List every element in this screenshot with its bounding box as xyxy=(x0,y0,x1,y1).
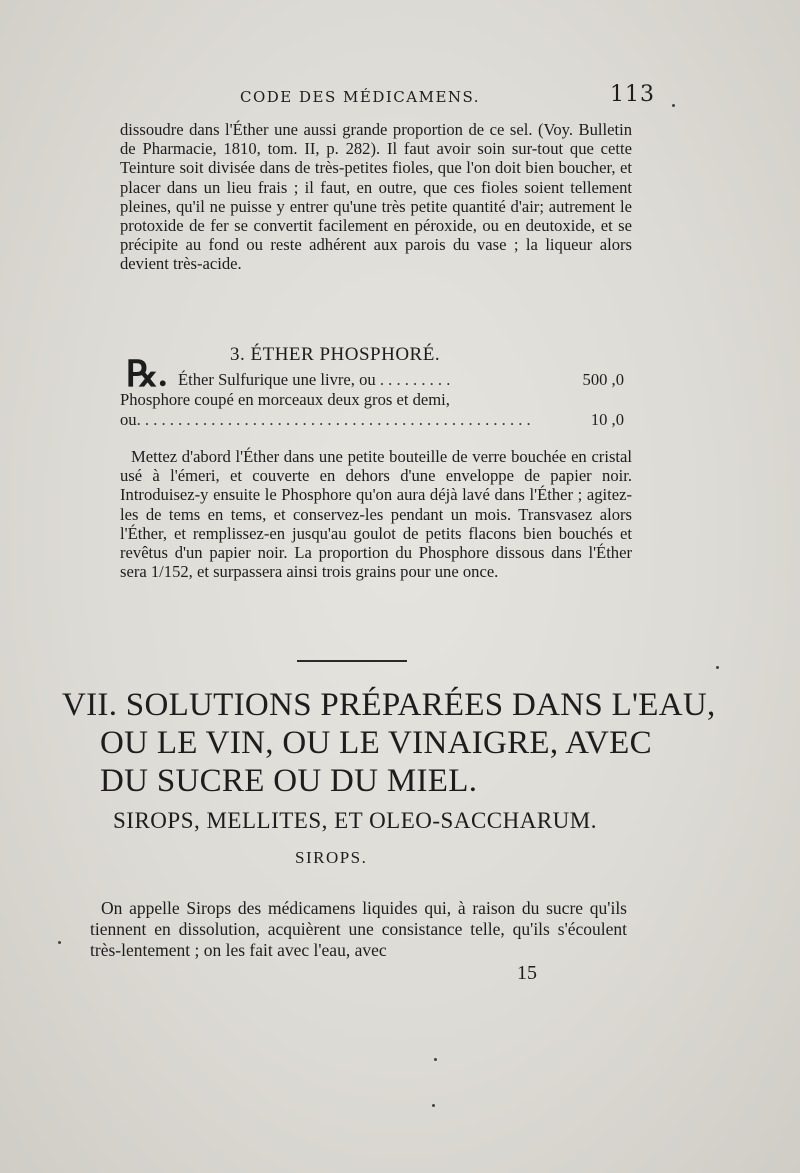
subheading: SIROPS, MELLITES, ET OLEO-SACCHARUM. xyxy=(113,808,597,833)
ink-speck xyxy=(716,666,719,669)
running-title: CODE DES MÉDICAMENS. xyxy=(240,88,481,106)
formula-line-1-text: Éther Sulfurique une livre, ou xyxy=(178,370,376,389)
formula-line-1 xyxy=(178,370,632,390)
formula-line-2 xyxy=(120,390,632,410)
formula-line-2-text: Phosphore coupé en morceaux deux gros et demi, xyxy=(120,390,450,409)
section-title: 3. ÉTHER PHOSPHORÉ. xyxy=(230,344,441,365)
formula-line-3 xyxy=(120,410,632,430)
chapter-title-line-2: OU LE VIN, OU LE VINAIGRE, AVEC xyxy=(100,725,652,761)
subheading-sirops: SIROPS. xyxy=(295,848,368,867)
paragraph-instructions xyxy=(120,447,632,581)
formula-line-3-text: ou xyxy=(120,410,137,429)
leader-dots: . . . . . . . . . xyxy=(375,370,451,389)
paragraph-teinture xyxy=(120,120,632,274)
recipe-symbol: ℞. xyxy=(126,354,168,394)
paragraph-1-text: dissoudre dans l'Éther une aussi grande proportion de ce sel. (Voy. Bulletin de Pharmacie, 1810, tom. II, p. 282). Il faut avoir soin sur-tout que cette Teinture soit divisée dans de très-petites fioles, que l'on doit bien boucher, et placer dans un lieu frais ; il faut, en outre, que ces fioles soient tellement pleines, qu'il ne puisse y entrer qu'une très petite quantité d'air; autrement le protoxide de fer se convertit facilement en péroxide, ou en deutoxide, et se précipite au fond ou reste adhérent aux parois du vase ; la liqueur alors devient très-acide. xyxy=(120,120,632,274)
running-header xyxy=(120,82,655,112)
ink-speck xyxy=(434,1058,437,1061)
leader-dots: . . . . . . . . . . . . . . . . . . . . . . . . . . . . . . . . . . . . . . . . . . . . . . . . xyxy=(136,410,531,429)
paragraph-2-text: Mettez d'abord l'Éther dans une petite bouteille de verre bouchée en cristal usé à l'émeri, et couverte en dehors d'une enveloppe de papier noir. Introduisez-y ensuite le Phosphore qu'on aura déjà lavé dans l'Éther ; agitez-les de tems en tems, et conservez-les pendant un mois. Transvasez alors l'Éther, et remplissez-en jusqu'au goulot de petits flacons bien bouchés et revêtus d'un papier noir. La proportion du Phosphore dissous dans l'Éther sera 1/152, et surpassera ainsi trois grains pour une once. xyxy=(120,447,632,582)
formula-line-1-qty: 500 ,0 xyxy=(582,370,624,389)
paragraph-3-text: On appelle Sirops des médicamens liquides qui, à raison du sucre qu'ils tiennent en dissolution, acquièrent une consistance telle, qu'ils s'écoulent très-lentement ; on les fait avec l'eau, avec xyxy=(90,898,627,960)
chapter-title xyxy=(62,686,716,800)
ink-speck xyxy=(58,941,61,944)
ink-speck xyxy=(432,1104,435,1107)
formula-line-3-qty: 10 ,0 xyxy=(590,410,624,429)
chapter-title-line-3: DU SUCRE OU DU MIEL. xyxy=(100,763,478,799)
section-divider xyxy=(297,660,407,662)
ink-speck xyxy=(672,104,675,107)
paragraph-sirops xyxy=(90,898,627,961)
signature-mark: 15 xyxy=(517,962,537,984)
chapter-title-line-1: VII. SOLUTIONS PRÉPARÉES DANS L'EAU, xyxy=(62,687,716,723)
page-number: 113 xyxy=(610,82,655,107)
